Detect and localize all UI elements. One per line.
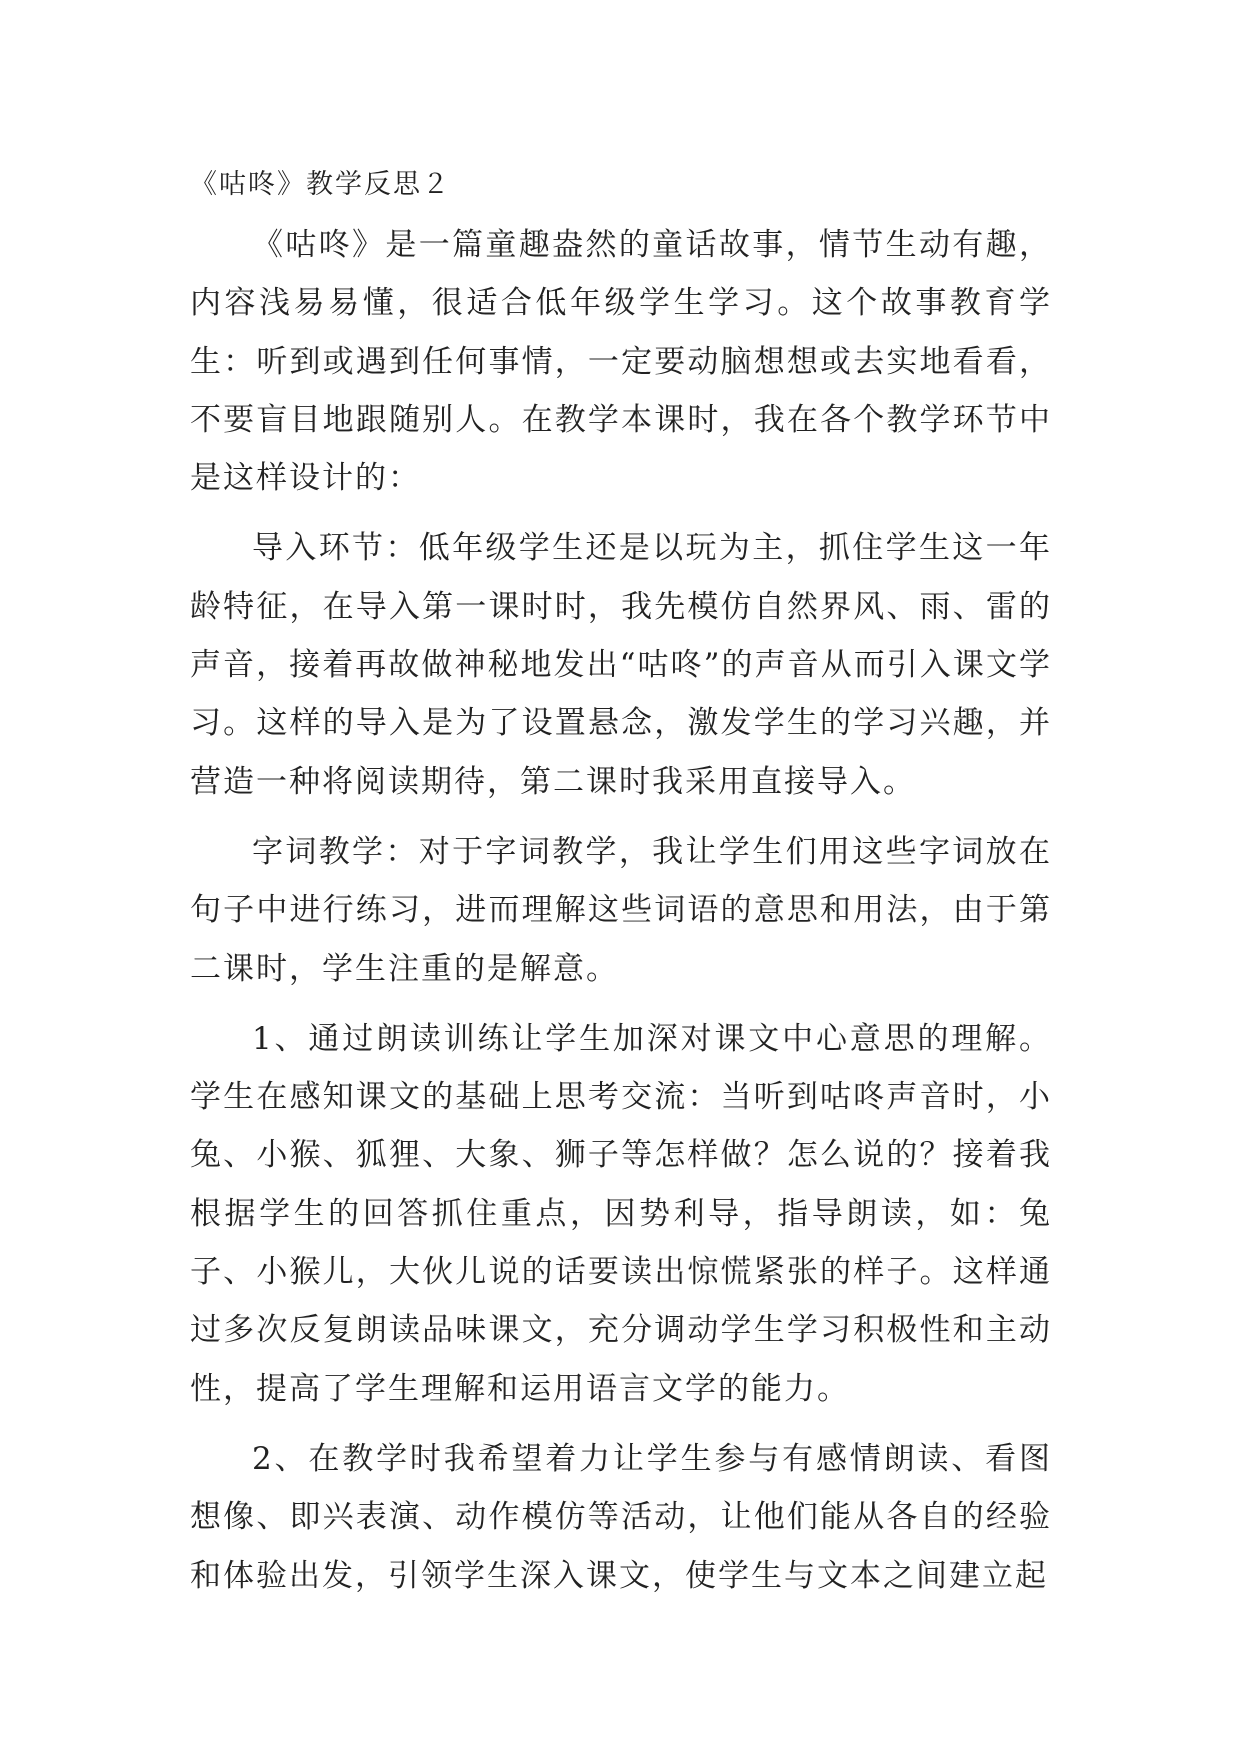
paragraph-intro: 《咕咚》是一篇童趣盎然的童话故事，情节生动有趣，内容浅易易懂，很适合低年级学生学习。这个故事教育学生：听到或遇到任何事情，一定要动脑想想或去实地看看，不要盲目地跟随别人。在教学本课时，我在各个教学环节中是这样设计的： bbox=[190, 227, 1052, 497]
paragraph-point-2: 2、在教学时我希望着力让学生参与有感情朗读、看图想像、即兴表演、动作模仿等活动，让他们能从各自的经验和体验出发，引领学生深入课文，使学生与文本之间建立起 bbox=[190, 1440, 1052, 1594]
document-title: 《咕咚》教学反思２ bbox=[190, 169, 451, 200]
document-body bbox=[190, 168, 1052, 1617]
paragraph-list bbox=[190, 216, 1052, 1605]
paragraph-point-1: 1、通过朗读训练让学生加深对课文中心意思的理解。学生在感知课文的基础上思考交流：当听到咕咚声音时，小兔、小猴、狐狸、大象、狮子等怎样做？怎么说的？接着我根据学生的回答抓住重点，因势利导，指导朗读，如：兔子、小猴儿，大伙儿说的话要读出惊慌紧张的样子。这样通过多次反复朗读品味课文，充分调动学生学习积极性和主动性，提高了学生理解和运用语言文学的能力。 bbox=[190, 1020, 1052, 1407]
paragraph-lead-in: 导入环节：低年级学生还是以玩为主，抓住学生这一年龄特征，在导入第一课时时，我先模仿自然界风、雨、雷的声音，接着再故做神秘地发出“咕咚”的声音从而引入课文学习。这样的导入是为了设置悬念，激发学生的学习兴趣，并营造一种将阅读期待，第二课时我采用直接导入。 bbox=[190, 530, 1052, 800]
paragraph-vocabulary: 字词教学：对于字词教学，我让学生们用这些字词放在句子中进行练习，进而理解这些词语的意思和用法，由于第二课时，学生注重的是解意。 bbox=[190, 833, 1052, 987]
